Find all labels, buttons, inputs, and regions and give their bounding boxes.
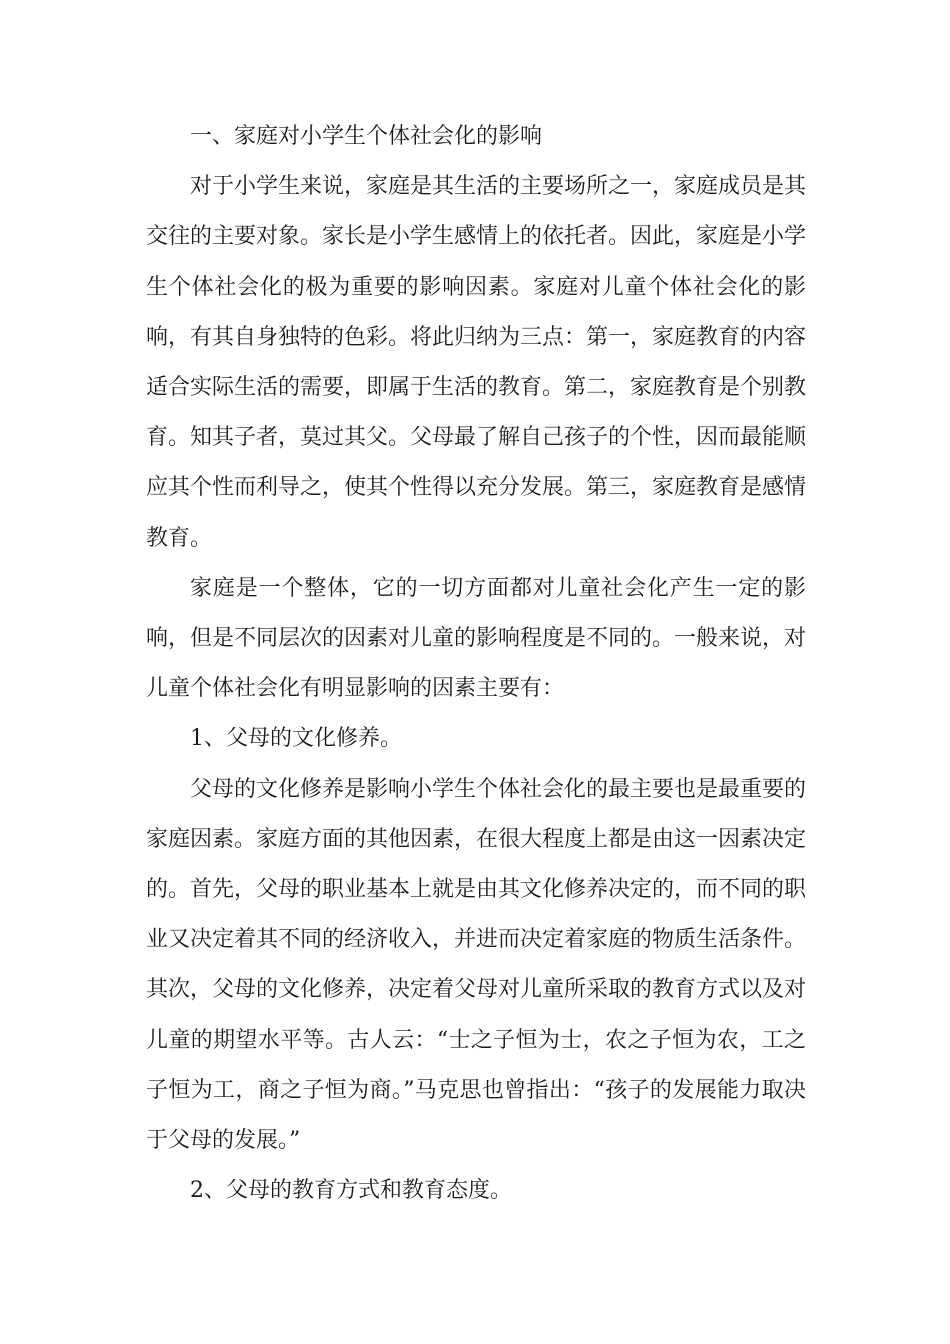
document-body bbox=[146, 112, 806, 1216]
list-item-heading: 2、父母的教育方式和教育态度。 bbox=[190, 1178, 512, 1204]
list-item-heading: 1、父母的文化修养。 bbox=[190, 726, 402, 752]
body-paragraph: 家庭是一个整体，它的一切方面都对儿童社会化产生一定的影响，但是不同层次的因素对儿童的影响程度是不同的。一般来说，对儿童个体社会化有明显影响的因素主要有： bbox=[146, 575, 807, 702]
body-paragraph: 对于小学生来说，家庭是其生活的主要场所之一，家庭成员是其交往的主要对象。家长是小学生感情上的依托者。因此，家庭是小学生个体社会化的极为重要的影响因素。家庭对儿童个体社会化的影响，有其自身独特的色彩。将此归纳为三点：第一，家庭教育的内容适合实际生活的需要，即属于生活的教育。第二，家庭教育是个别教育。知其子者，莫过其父。父母最了解自己孩子的个性，因而最能顺应其个性而利导之，使其个性得以充分发展。第三，家庭教育是感情教育。 bbox=[146, 174, 807, 551]
body-paragraph: 父母的文化修养是影响小学生个体社会化的最主要也是最重要的家庭因素。家庭方面的其他因素，在很大程度上都是由这一因素决定的。首先，父母的职业基本上就是由其文化修养决定的，而不同的职业又决定着其不同的经济收入，并进而决定着家庭的物质生活条件。其次，父母的文化修养，决定着父母对儿童所采取的教育方式以及对儿童的期望水平等。古人云：“士之子恒为士，农之子恒为农，工之子恒为工，商之子恒为商。”马克思也曾指出：“孩子的发展能力取决于父母的发展。” bbox=[146, 776, 807, 1154]
section-heading: 一、家庭对小学生个体社会化的影响 bbox=[190, 124, 543, 149]
